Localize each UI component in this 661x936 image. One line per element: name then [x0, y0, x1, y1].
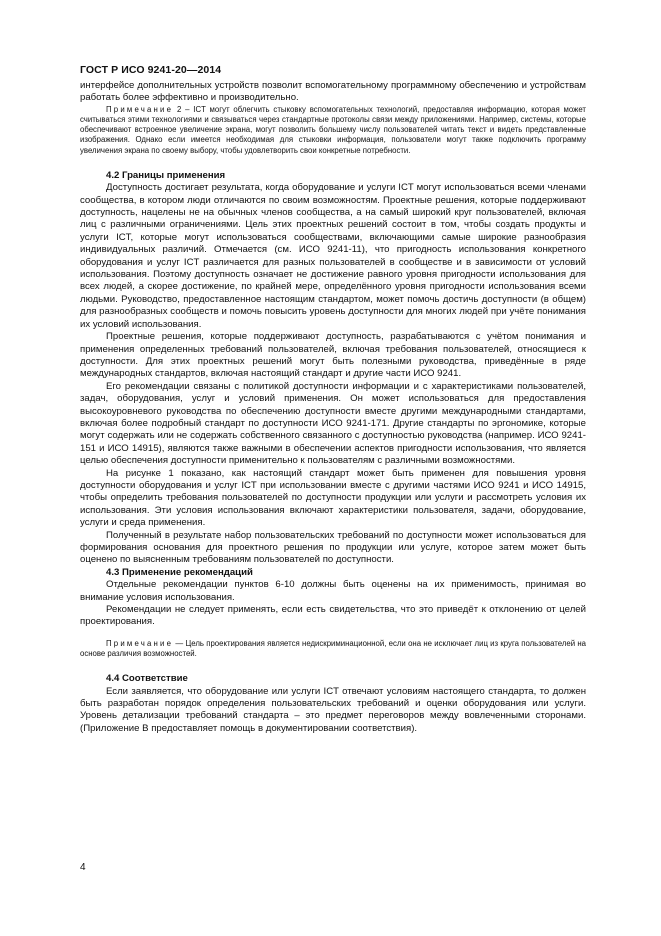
note-label: Примечание — [106, 638, 174, 648]
section-4-3-heading: 4.3 Применение рекомендаций — [106, 566, 253, 578]
document-header: ГОСТ Р ИСО 9241-20—2014 — [80, 64, 222, 76]
section-4-2-paragraph-4: На рисунке 1 показано, как настоящий стандарт может быть применен для повышения уровня доступности оборудования и услуг ICT при использовании вместе с другими частями ИСО 9241 и ИСО 14915, чтобы определить требования пользователей по доступности продукции или услуги и рассмотреть условия их использования. Эти условия использования включают характеристики пользователя, задачи, оборудование, услуги и среда применения. — [80, 467, 586, 529]
section-4-2-paragraph-2: Проектные решения, которые поддерживают доступность, разрабатываются с учётом понимания и применения определенных требований пользователей, включая требования пользователей, относящиеся к доступности. Для этих проектных решений могут быть полезными руководства, приведённые в ряде международных стандартов, включая настоящий стандарт и другие части ИСО 9241. — [80, 331, 586, 380]
section-4-3-paragraph-2: Рекомендации не следует применять, если есть свидетельства, что это приведёт к отклонению от целей проектирования. — [80, 604, 586, 628]
document-body — [80, 80, 586, 735]
section-4-4-paragraph-1: Если заявляется, что оборудование или услуги ICT отвечают условиям настоящего стандарта, то должен быть разработан порядок определения пользовательских требований и оценки оборудования или услуги. Уровень детализации требований стандарта – это предмет переговоров между вовлеченными сторонами. (Приложение В предоставляет помощь в документировании соответствия). — [80, 685, 586, 734]
section-4-2-paragraph-3: Его рекомендации связаны с политикой доступности информации и с характеристиками пользователей, задач, оборудования, услуг и условий применения. Он может использоваться для предоставления высокоуровневого руководства по обеспечению доступности вместе другими международными стандартами, включая более подробный стандарт по доступности ИСО 9241-171. Другие стандарты по эргономике, которые могут содержать или не содержать собственного связанного с доступностью руководства (например. ИСО 9241-151 и ИСО 14915), являются также важными в обеспечении аспектов пригодности использования, что является целью обеспечения доступности применительно к пользователям с различными возможностями. — [80, 380, 586, 467]
section-4-2-heading: 4.2 Границы применения — [106, 169, 226, 181]
page-number: 4 — [80, 862, 86, 873]
intro-paragraph: интерфейсе дополнительных устройств позволит вспомогательному программному обеспечению и устройствам работать более эффективно и производительно. — [80, 80, 586, 104]
note-2-text: 2 – ICT могут облегчить стыковку вспомогательных технологий, предоставляя информацию, которая может считываться этими технологиями и связываться через стандартные протоколы связи между приложениями. Например, системы, которые обеспечивают встроенное увеличение экрана, могут позволить большему числу пользователей читать текст и видеть представленные изображения. Однако если имеется необходимая для стыковки информация, пользователи могут также подключить программу увеличения экрана по своему выбору, чтобы удовлетворить свои конкретные потребности. — [80, 104, 586, 155]
section-4-4-heading: 4.4 Соответствие — [106, 673, 188, 685]
note-text: — Цель проектирования является недискриминационной, если она не исключает лиц из круга пользователей на основе различия возможностей. — [80, 638, 586, 659]
note-2 — [80, 105, 586, 156]
section-4-2-paragraph-5: Полученный в результате набор пользовательских требований по доступности может использоваться для формирования основания для проектного решения по продукции или услуге, которое затем может быть оценено по выясненным требованиям пользователей по доступности. — [80, 529, 586, 566]
note-2-label: Примечание — [106, 104, 174, 114]
section-4-2-paragraph-1: Доступность достигает результата, когда оборудование и услуги ICT могут использоваться всеми членами сообщества, в котором люди отличаются по своим возможностям. Проектные решения, которые поддерживают доступность, нацелены не на обычных членов сообщества, а на самый широкий круг пользователей, включая лиц с различными ограничениями. Цель этих проектных решений состоит в том, чтобы создать продукты и услуги ICT, которые могут использоваться сообществами, включающими самые широкие разнообразия индивидуальных различий. Отмечается (см. ИСО 9241-11), что пригодность использования конкретного оборудования и услуг ICT различается для разных пользователей в сообществе и в зависимости от условий использования. Поэтому доступность означает не достижение равного уровня пригодности использования для всех людей, а скорее достижение, по крайней мере, определённого уровня пригодности использования всеми людьми. Руководство, предоставленное настоящим стандартом, может помочь достичь доступности (в общем) для разнообразных сообществ и помочь повысить уровень доступности для многих людей при учёте понимания их условий использования. — [80, 182, 586, 330]
note-section-4-3 — [80, 639, 586, 659]
section-4-3-paragraph-1: Отдельные рекомендации пунктов 6-10 должны быть оценены на их применимость, принимая во внимание условия использования. — [80, 579, 586, 603]
